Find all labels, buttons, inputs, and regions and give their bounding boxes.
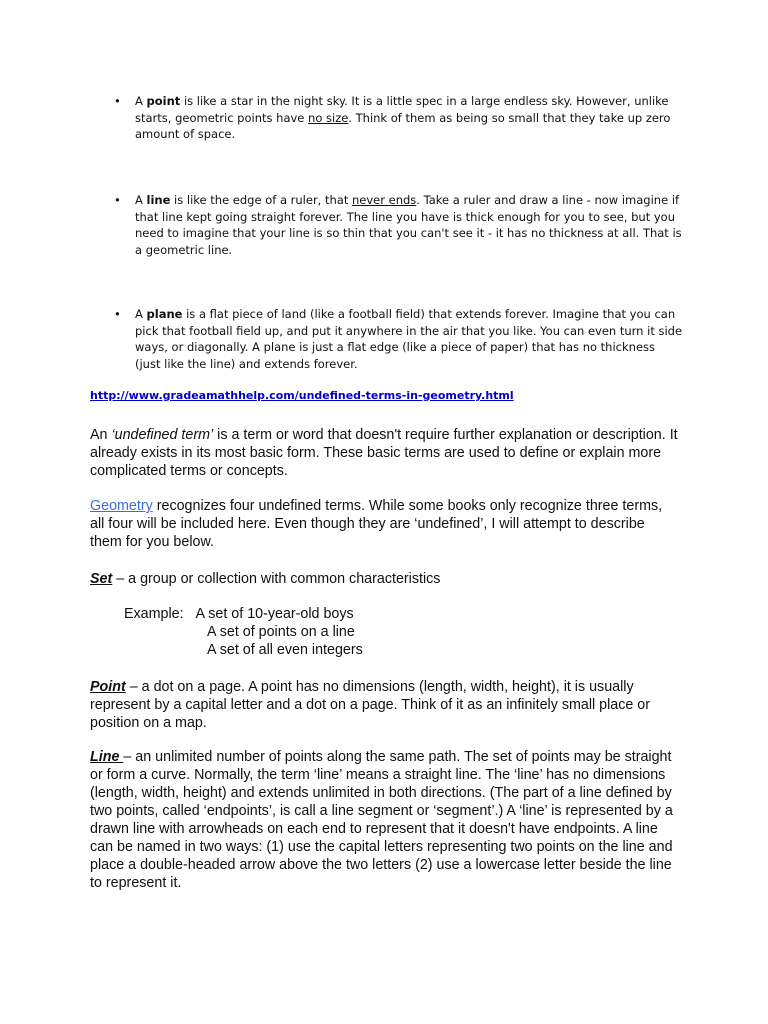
term-set: Set [90, 571, 113, 587]
bullet-text: A [135, 193, 147, 207]
term-line: Line [90, 749, 124, 765]
bullet-text: A [135, 94, 147, 108]
set-examples [124, 605, 363, 659]
bullet-line-definition [114, 192, 684, 258]
set-definition [90, 570, 680, 588]
term-plane: plane [146, 307, 183, 321]
paragraph-text: An [90, 427, 112, 443]
paragraph-text: is a term or word that doesn't require further explanation or description. It already exists in its most basic form. These basic terms are used to define or explain more complicated terms or concepts. [90, 427, 678, 479]
line-definition [90, 748, 680, 892]
geometry-link[interactable]: Geometry [90, 498, 153, 514]
underlined-phrase: never ends [352, 193, 417, 207]
source-link[interactable]: http://www.gradeamathhelp.com/undefined-terms-in-geometry.html [90, 389, 514, 402]
bullet-text: is a flat piece of land (like a football field) that extends forever. Imagine that you can pick that football field up, and put it anywhere in the air that you like. You can even turn it side ways, or diagonally. A plane is just a flat edge (like a piece of paper) that has no thickness (just like the line) and extends forever. [135, 307, 683, 371]
bullet-point-definition [114, 93, 684, 143]
term-point: Point [90, 679, 126, 695]
definition-text: – a group or collection with common characteristics [112, 571, 441, 587]
geometry-paragraph [90, 497, 680, 551]
bullet-text: . Think of them as being so small that they take up zero amount of space. [135, 110, 671, 141]
italic-phrase: ‘undefined term’ [111, 427, 214, 443]
bullet-dot: • [114, 94, 121, 108]
paragraph-text: recognizes four undefined terms. While some books only recognize three terms, all four will be included here. Even though they are ‘undefined’, I will attempt to describe them for you below. [90, 498, 663, 550]
example-label: Example: [124, 606, 184, 622]
example-item: A set of all even integers [207, 642, 363, 658]
bullet-text: A [135, 307, 147, 321]
definition-text: – a dot on a page. A point has no dimensions (length, width, height), it is usually represent by a capital letter and a dot on a page. Think of it as an infinitely small place or position on a map. [90, 679, 651, 731]
bullet-plane-definition [114, 306, 684, 372]
bullet-text: . Take a ruler and draw a line - now imagine if that line kept going straight forever. The line you have is thick enough for you to see, but you need to imagine that your line is so thin that you can't see it - it has no thickness at all. That is a geometric line. [135, 193, 682, 257]
example-item: A set of 10-year-old boys [195, 606, 354, 622]
term-point: point [146, 94, 181, 108]
point-definition [90, 678, 680, 732]
example-row [124, 605, 363, 623]
example-item: A set of points on a line [207, 624, 355, 640]
bullet-text: is like a star in the night sky. It is a little spec in a large endless sky. However, unlike starts, geometric points have [135, 94, 669, 125]
undefined-term-paragraph [90, 426, 680, 480]
bullet-dot: • [114, 193, 121, 207]
bullet-text: is like the edge of a ruler, that [170, 193, 352, 207]
term-line: line [146, 193, 171, 207]
bullet-dot: • [114, 307, 121, 321]
definition-text: – an unlimited number of points along the same path. The set of points may be straight or form a curve. Normally, the term ‘line’ means a straight line. The ‘line’ has no dimensions (length, width, height) and extends unlimited in both directions. (The part of a line defined by two points, called ‘endpoints’, is call a line segment or ‘segment’.) A ‘line’ is represented by a drawn line with arrowheads on each end to represent that it doesn't have endpoints. A line can be named in two ways: (1) use the capital letters representing two points on the line and place a double-headed arrow above the two letters (2) use a lowercase letter beside the line to represent it. [90, 749, 673, 891]
underlined-phrase: no size [308, 110, 349, 125]
